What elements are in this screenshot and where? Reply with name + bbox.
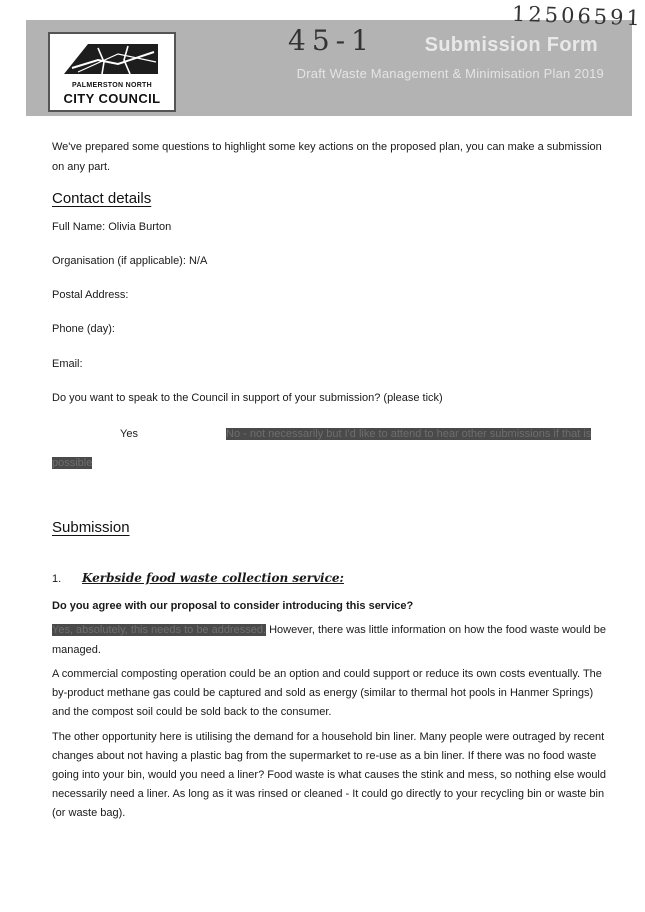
paragraph-3-line-1: The other opportunity here is utilising the demand for a household bin liner. Many people were outraged by recent	[52, 731, 605, 743]
answer-line-1	[52, 620, 622, 640]
logo-graphic-icon	[58, 38, 164, 78]
postal-address-field: Postal Address:	[52, 289, 129, 301]
logo-text-top: PALMERSTON NORTH	[72, 82, 152, 89]
question-1-prompt: Do you agree with our proposal to consider introducing this service?	[52, 600, 414, 612]
email-field: Email:	[52, 358, 83, 370]
no-option-continued	[52, 453, 92, 473]
answer-line-2: managed.	[52, 644, 101, 656]
handwritten-reference-number: 12506591	[511, 1, 644, 31]
contact-details-heading: Contact details	[52, 190, 152, 207]
logo-text-bottom: CITY COUNCIL	[63, 91, 161, 106]
paragraph-2-line-3: and the compost soil could be sold back to the consumer.	[52, 706, 332, 718]
paragraph-3-line-2: changes about not having a plastic bag from the supermarket to re-use as a bin liner. If there was no food waste	[52, 750, 597, 762]
paragraph-2-line-1: A commercial composting operation could be an option and could support or reduce its own costs eventually. The	[52, 668, 602, 680]
handwritten-code: 45-1	[288, 24, 375, 57]
question-1-title	[82, 568, 344, 589]
full-name-field: Full Name: Olivia Burton	[52, 221, 172, 233]
form-title: Submission Form	[424, 34, 598, 56]
paragraph-2-line-2: by-product methane gas could be captured and sold as energy (similar to thermal hot pools in Hanmer Springs)	[52, 687, 594, 699]
council-logo	[48, 32, 176, 112]
intro-paragraph: We've prepared some questions to highlight some key actions on the proposed plan, you can make a submission on any part.	[52, 141, 602, 173]
form-subtitle: Draft Waste Management & Minimisation Plan 2019	[296, 66, 604, 81]
answer-continued-text: However, there was little information on how the food waste would be	[266, 624, 607, 636]
yes-option: Yes	[120, 428, 138, 440]
question-1-title-text: Kerbside food waste collection service:	[82, 571, 344, 585]
no-option-redacted-text: No - not necessarily but I'd like to attend to hear other submissions if that is	[226, 428, 592, 440]
submission-heading: Submission	[52, 519, 130, 536]
question-1-number: 1.	[52, 573, 62, 585]
no-option-redacted-text-cont: possible	[52, 457, 93, 469]
paragraph-3-line-5: (or waste bag).	[52, 807, 126, 819]
paragraph-3-line-4: necessarily need a liner. As long as it was rinsed or cleaned - It could go directly to your recycling bin or waste bin	[52, 788, 605, 800]
no-option	[226, 424, 591, 444]
paragraph-3-line-3: going into your bin, would you need a liner? Food waste is what causes the stink and mess, so nothing else would	[52, 769, 606, 781]
phone-field: Phone (day):	[52, 323, 115, 335]
speak-question: Do you want to speak to the Council in support of your submission? (please tick)	[52, 392, 443, 404]
answer-redacted-text: Yes, absolutely, this needs to be addressed.	[52, 624, 267, 636]
organisation-field: Organisation (if applicable): N/A	[52, 255, 208, 267]
